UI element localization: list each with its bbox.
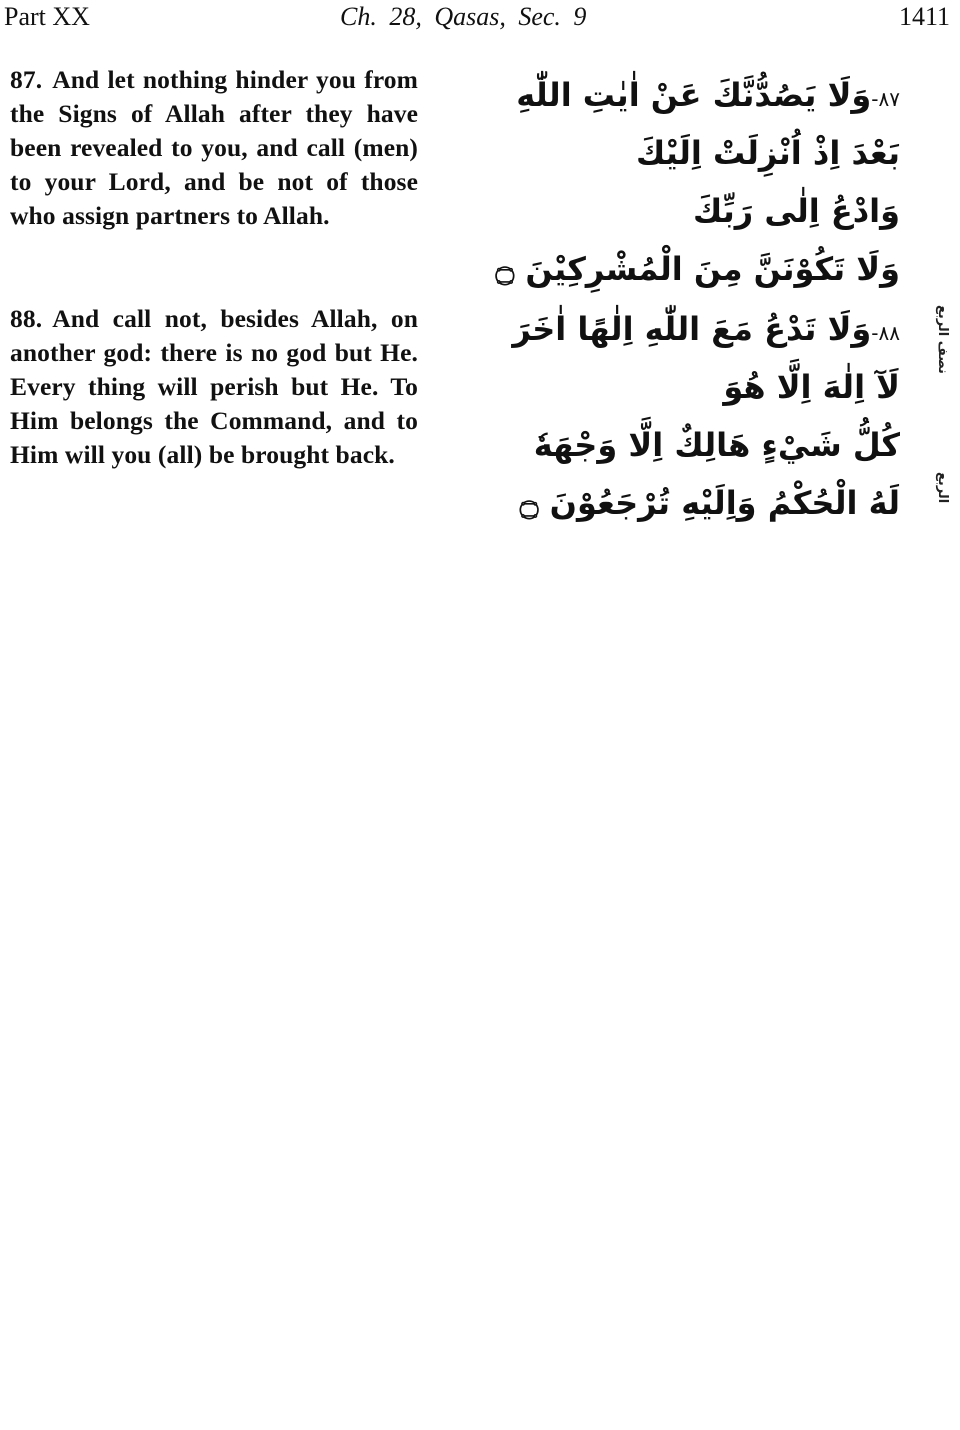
margin-marker: الربع <box>935 472 950 504</box>
verse-87-arabic <box>495 66 900 298</box>
arabic-line: لَآ اِلٰهَ اِلَّا هُوَ <box>723 368 900 406</box>
margin-marker: نصف الربع <box>935 305 950 374</box>
part-label: Part XX <box>4 2 90 31</box>
verse-87-translation <box>10 63 418 233</box>
verse-number: 88. <box>10 304 43 333</box>
verse-88-translation <box>10 302 418 472</box>
arabic-line: كُلُّ شَيْءٍ هَالِكٌ اِلَّا وَجْهَهٗ <box>533 426 900 464</box>
arabic-line: بَعْدَ اِذْ اُنْزِلَتْ اِلَيْكَ <box>636 134 900 172</box>
chapter-title: Ch. 28, Qasas, Sec. 9 <box>340 2 587 31</box>
arabic-line: لَهُ الْحُكْمُ وَاِلَيْهِ تُرْجَعُوْنَ ۝ <box>519 484 900 522</box>
arabic-line: وَادْعُ اِلٰى رَبِّكَ <box>692 192 900 230</box>
verse-text: And call not, besides Allah, on another god: there is no god but He. Every thing will perish but He. To Him belongs the Command, and to Him will you (all) be brought back. <box>10 304 418 469</box>
arabic-verse-number: ٨٨- <box>871 321 900 345</box>
verse-text: And let nothing hinder you from the Signs of Allah after they have been revealed to you, and call (men) to your Lord, and be not of those who assign partners to Allah. <box>10 65 418 230</box>
verse-88-arabic <box>512 300 900 532</box>
arabic-line <box>516 66 900 124</box>
arabic-line: وَلَا تَكُوْنَنَّ مِنَ الْمُشْرِكِيْنَ ۝ <box>495 250 900 288</box>
arabic-line <box>512 300 900 358</box>
page-number: 1411 <box>898 2 950 31</box>
arabic-line-text: وَلَا تَدْعُ مَعَ اللّٰهِ اِلٰهًا اٰخَرَ <box>512 310 872 348</box>
verse-number: 87. <box>10 65 43 94</box>
arabic-verse-number: ٨٧- <box>871 87 900 111</box>
arabic-line-text: وَلَا يَصُدُّنَّكَ عَنْ اٰيٰتِ اللّٰهِ <box>516 76 872 114</box>
page-header <box>0 0 960 40</box>
